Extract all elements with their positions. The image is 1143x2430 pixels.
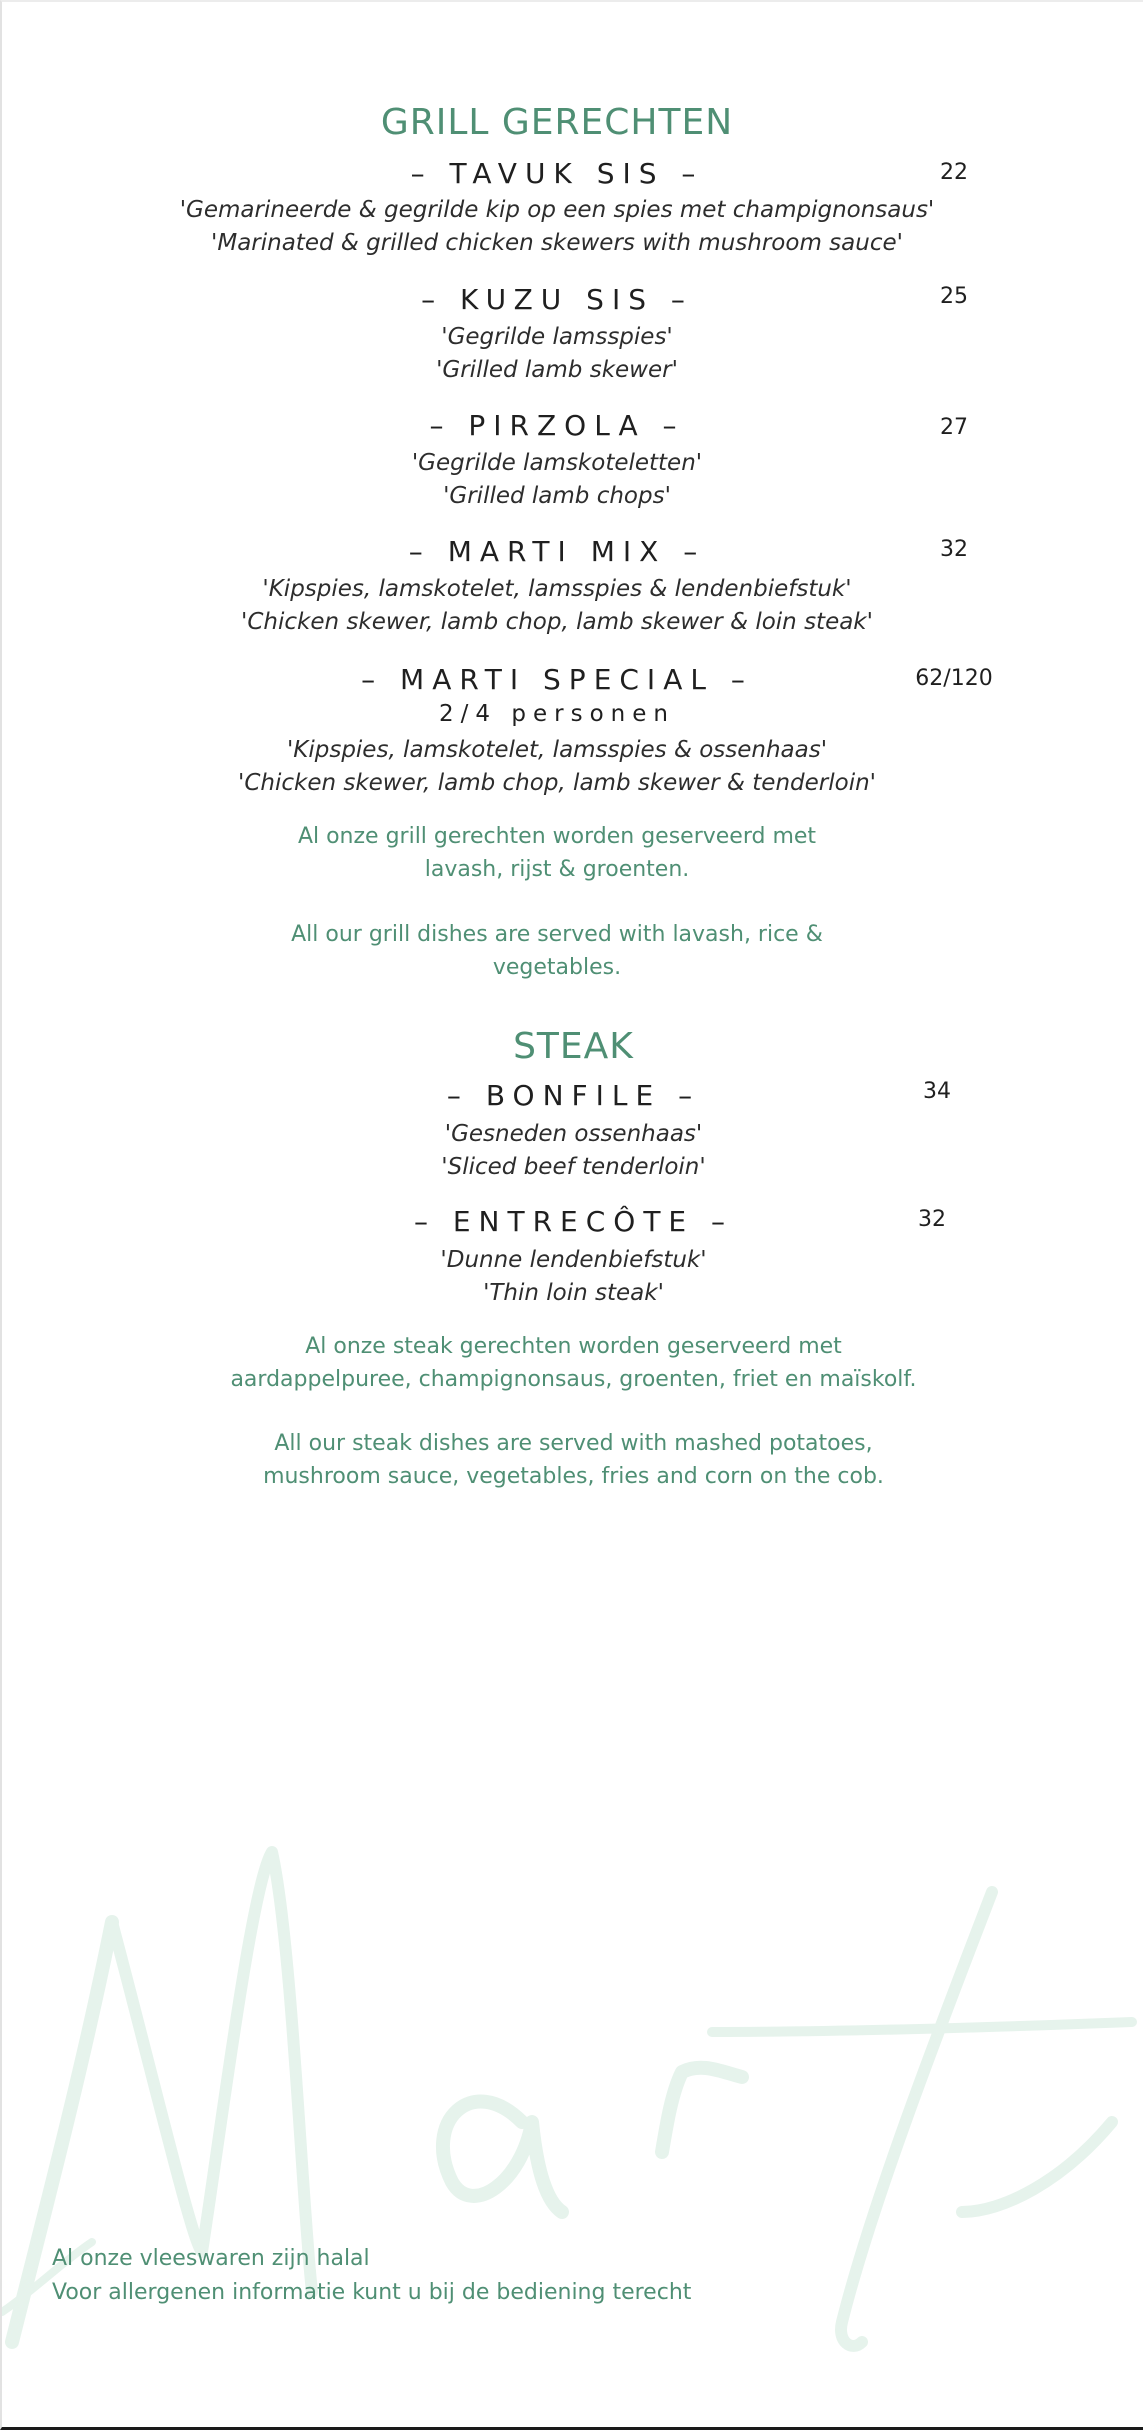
desc-nl: 'Kipspies, lamskotelet, lamsspies & ossenhaas'	[286, 737, 828, 763]
dish-name-kuzu-sis: – KUZU SIS –	[421, 283, 693, 316]
desc-en: 'Thin loin steak'	[483, 1280, 664, 1306]
price-entrecote: 32	[918, 1207, 946, 1232]
desc-en: 'Marinated & grilled chicken skewers with mushroom sauce'	[211, 230, 903, 256]
note-line: All our steak dishes are served with mashed potatoes,	[274, 1431, 873, 1456]
dish-name-marti-mix: – MARTI MIX –	[408, 535, 706, 568]
persons-marti-special: 2/4 personen	[439, 701, 675, 727]
desc-nl: 'Kipspies, lamskotelet, lamsspies & lendenbiefstuk'	[262, 576, 852, 602]
price-marti-mix: 32	[940, 537, 968, 562]
steak-note-nl	[2, 1330, 1143, 1396]
desc-tavuk-sis	[2, 194, 1112, 260]
price-tavuk-sis: 22	[940, 160, 968, 185]
allergen-note: Voor allergenen informatie kunt u bij de bediening terecht	[52, 2280, 692, 2305]
price-marti-special: 62/120	[915, 666, 993, 691]
grill-heading: GRILL GERECHTEN	[380, 102, 734, 143]
note-line: vegetables.	[492, 955, 622, 980]
steak-heading: STEAK	[513, 1026, 634, 1067]
dish-name-pirzola: – PIRZOLA –	[429, 409, 685, 442]
desc-en: 'Grilled lamb chops'	[443, 483, 671, 509]
desc-pirzola	[2, 447, 1112, 513]
desc-marti-mix	[2, 573, 1112, 639]
grill-note-en	[2, 918, 1112, 984]
desc-nl: 'Gesneden ossenhaas'	[444, 1121, 703, 1147]
desc-en: 'Chicken skewer, lamb chop, lamb skewer & tenderloin'	[238, 770, 876, 796]
desc-en: 'Sliced beef tenderloin'	[441, 1154, 706, 1180]
desc-nl: 'Dunne lendenbiefstuk'	[440, 1247, 707, 1273]
grill-note-nl	[2, 820, 1112, 886]
halal-note: Al onze vleeswaren zijn halal	[52, 2246, 370, 2271]
dish-name-tavuk-sis: – TAVUK SIS –	[410, 157, 704, 190]
desc-marti-special	[2, 734, 1112, 800]
note-line: mushroom sauce, vegetables, fries and corn on the cob.	[263, 1464, 884, 1489]
steak-note-en	[2, 1427, 1143, 1493]
desc-nl: 'Gegrilde lamsspies'	[441, 324, 673, 350]
note-line: Al onze grill gerechten worden geserveerd met	[297, 824, 817, 849]
desc-entrecote	[2, 1244, 1143, 1310]
note-line: aardappelpuree, champignonsaus, groenten, friet en maïskolf.	[230, 1367, 917, 1392]
desc-nl: 'Gegrilde lamskoteletten'	[411, 450, 703, 476]
note-line: Al onze steak gerechten worden geserveerd met	[305, 1334, 842, 1359]
desc-en: 'Grilled lamb skewer'	[436, 357, 678, 383]
note-line: lavash, rijst & groenten.	[424, 857, 690, 882]
dish-name-entrecote: – ENTRECÔTE –	[413, 1205, 734, 1238]
desc-kuzu-sis	[2, 321, 1112, 387]
price-kuzu-sis: 25	[940, 284, 968, 309]
price-pirzola: 27	[940, 415, 968, 440]
desc-en: 'Chicken skewer, lamb chop, lamb skewer & loin steak'	[241, 609, 873, 635]
dish-name-marti-special: – MARTI SPECIAL –	[361, 663, 753, 696]
dish-name-bonfile: – BONFILE –	[446, 1079, 701, 1112]
desc-nl: 'Gemarineerde & gegrilde kip op een spies met champignonsaus'	[179, 197, 935, 223]
desc-bonfile	[2, 1118, 1143, 1184]
note-line: All our grill dishes are served with lavash, rice &	[291, 922, 823, 947]
footer-info	[52, 2242, 691, 2310]
price-bonfile: 34	[923, 1079, 951, 1104]
